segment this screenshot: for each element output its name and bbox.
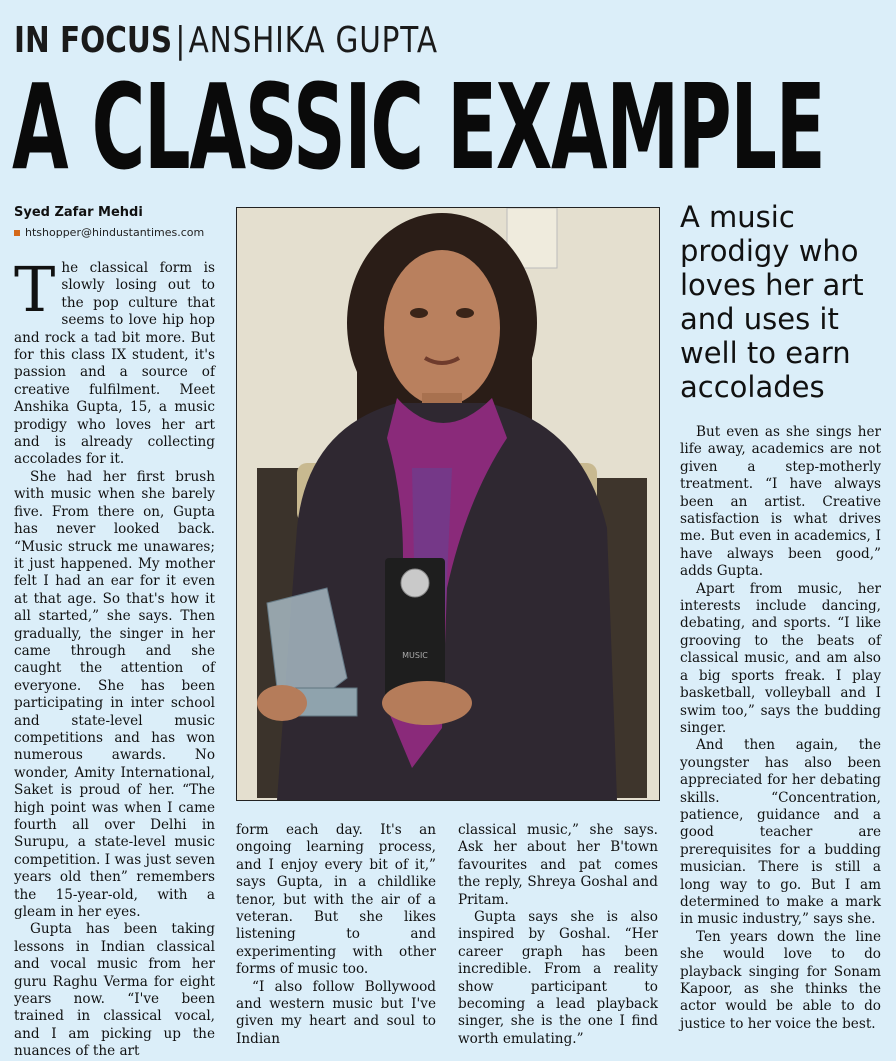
- article-photo: [236, 207, 660, 801]
- kicker-separator: |: [175, 20, 186, 61]
- article-paragraph: Ten years down the line she would love to do playback singing for Sonam Kapoor, as she thinks the actor would be able to do justice to her voice the best.: [680, 928, 881, 1032]
- trophy-label: MUSIC: [402, 651, 428, 660]
- article-paragraph: Gupta says she is also inspired by Goshal. “Her career graph has been incredible. From a reality show participant to becoming a lead playback singer, she is the one I find worth emulating.”: [458, 909, 658, 1047]
- subject-name: ANSHIKA GUPTA: [188, 20, 438, 61]
- email-address[interactable]: htshopper@hindustantimes.com: [25, 226, 205, 239]
- pull-quote: A music prodigy who loves her art and uses it well to earn accolades: [680, 200, 864, 404]
- article-column-2: [236, 822, 436, 1048]
- article-paragraph: She had her first brush with music when she barely five. From there on, Gupta has never looked back. “Music struck me unawares; it just happened. My mother felt I had an ear for it even at that age. So that's how it all started,” she says. Then gradually, the singer in her came through and she caught the attention of everyone. She has been participating in inter school and state-level music competitions and has won numerous awards. No wonder, Amity International, Saket is proud of her. “The high point was when I came fourth all over Delhi in Surupu, a state-level music competition. I was just seven years old then” remembers the 15-year-old, with a gleam in her eyes.: [14, 468, 215, 921]
- photo-of-girl-holding-trophies-icon: [237, 208, 659, 800]
- article-paragraph: classical music,” she says. Ask her about her B'town favourites and pat comes the reply, Shreya Goshal and Pritam.: [458, 822, 658, 908]
- byline-author: Syed Zafar Mehdi: [14, 205, 143, 220]
- article-paragraph: “I also follow Bollywood and western music but I've given my heart and soul to Indian: [236, 978, 436, 1047]
- square-bullet-icon: [14, 230, 20, 236]
- article-column-4: [680, 424, 881, 1033]
- headline: A CLASSIC EXAMPLE: [12, 58, 825, 196]
- section-label: IN FOCUS: [14, 20, 173, 61]
- byline-email[interactable]: [14, 226, 204, 239]
- article-paragraph: And then again, the youngster has also been appreciated for her debating skills. “Concentration, patience, guidance and a good teacher are prerequisites for a budding musician. There is still a long way to go. But I am determined to make a mark in music industry,” says she.: [680, 737, 881, 928]
- article-column-3: [458, 822, 658, 1048]
- drop-cap: T: [14, 253, 56, 326]
- article-paragraph: But even as she sings her life away, academics are not given a step-motherly treatment. “I have always been an artist. Creative satisfaction is what drives me. But even in academics, I have always been good,” adds Gupta.: [680, 424, 881, 580]
- article-paragraph: Gupta has been taking lessons in Indian classical and vocal music from her guru Raghu Verma for eight years now. “I've been trained in classical vocal, and I am picking up the nuances of the art: [14, 921, 215, 1060]
- article-column-1: [14, 253, 215, 1061]
- article-paragraph: The classical form is slowly losing out to the pop culture that seems to love hip hop and rock a tad bit more. But for this class IX student, it's passion and a source of creative fulfilment. Meet Anshika Gupta, 15, a music prodigy who loves her art and is already collecting accolades for it.: [14, 253, 215, 468]
- article-paragraph: Apart from music, her interests include dancing, debating, and sports. “I like grooving to the beats of classical music, and am also a big sports freak. I play basketball, volleyball and I swim too,” says the budding singer.: [680, 580, 881, 736]
- article-paragraph: form each day. It's an ongoing learning process, and I enjoy every bit of it,” says Gupta, in a childlike tenor, but with the air of a veteran. But she likes listening to and experimenting with other forms of music too.: [236, 822, 436, 978]
